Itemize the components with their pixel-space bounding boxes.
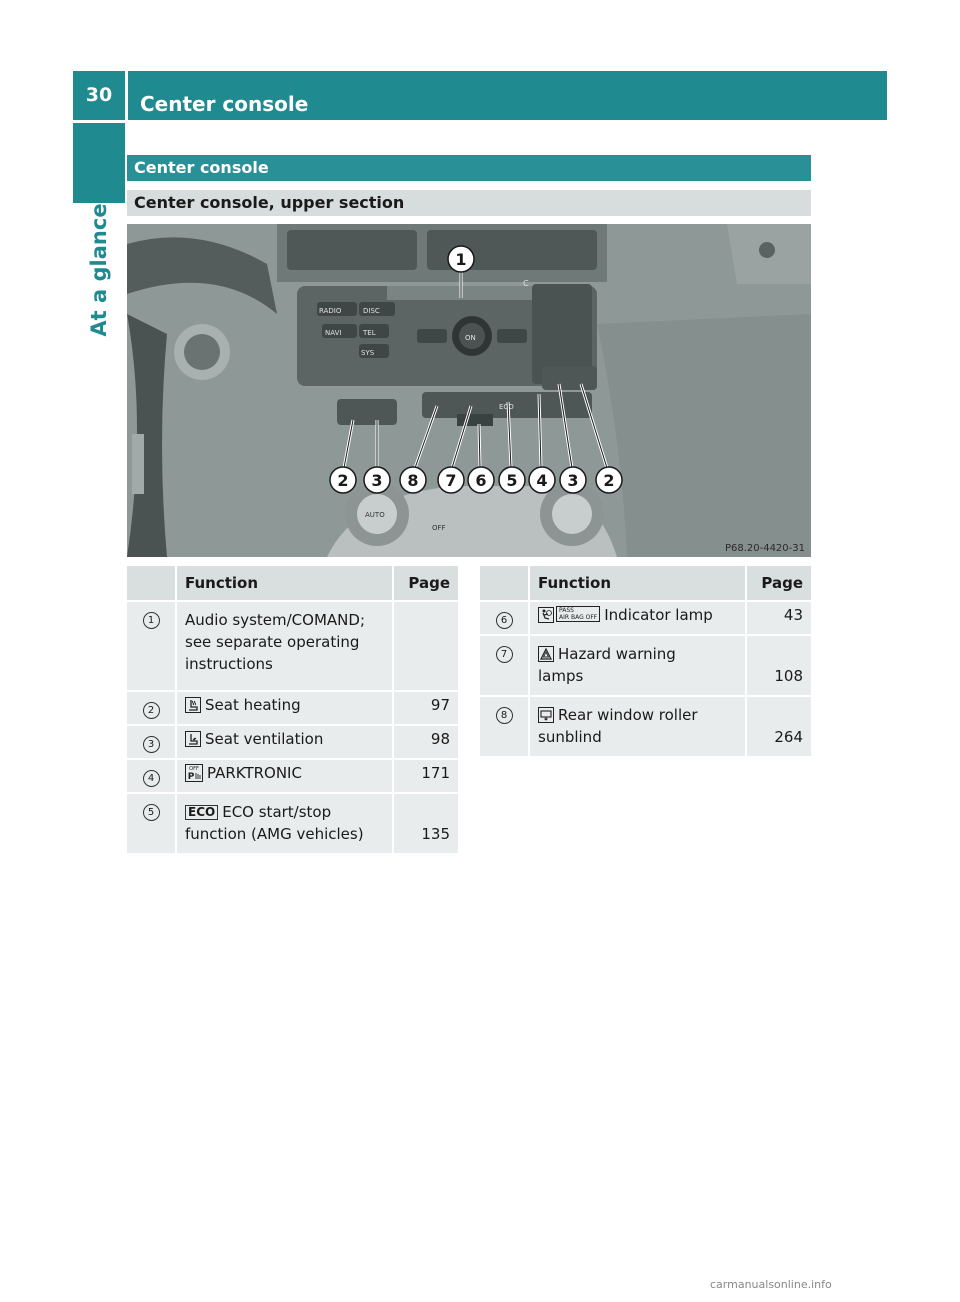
function-text: PARKTRONIC: [207, 764, 302, 782]
section-subtitle: Center console, upper section: [127, 190, 811, 216]
page-number: 30: [85, 84, 113, 106]
function-text: lamps: [538, 667, 584, 685]
table-row: [127, 602, 458, 692]
seat-heating-icon: [185, 697, 201, 713]
table-row: [480, 602, 811, 636]
airbag-icon: [538, 607, 554, 623]
row-number: 5: [143, 804, 160, 821]
svg-text:5: 5: [506, 471, 518, 490]
header-divider: [125, 71, 128, 120]
seat-ventilation-icon: [185, 731, 201, 747]
function-text: instructions: [185, 655, 273, 673]
svg-text:2: 2: [603, 471, 615, 490]
svg-text:8: 8: [407, 471, 419, 490]
callout-6: [468, 467, 494, 493]
hazard-icon: [538, 646, 554, 662]
svg-text:OFF: OFF: [189, 766, 199, 772]
pass-airbag-off-icon: PASS AIR BAG OFF: [556, 606, 600, 622]
function-header: Function: [530, 566, 747, 602]
callout-2-left: [330, 467, 356, 493]
function-text: see separate operating: [185, 633, 360, 651]
function-text: Hazard warning: [558, 645, 676, 663]
callout-1: [448, 246, 474, 272]
eco-button-label: ECO: [499, 403, 514, 411]
eco-icon: ECO: [185, 805, 218, 820]
off-button-label: OFF: [432, 524, 446, 532]
sys-button-label: SYS: [361, 349, 375, 357]
svg-text:3: 3: [567, 471, 579, 490]
page-ref: [394, 602, 458, 692]
chapter-title: Center console: [140, 92, 309, 116]
function-header: Function: [177, 566, 394, 602]
section-title: Center console: [127, 155, 811, 181]
row-number: 3: [143, 736, 160, 753]
svg-text:4: 4: [536, 471, 548, 490]
function-text: ECO start/stop: [222, 803, 332, 821]
function-text: function (AMG vehicles): [185, 825, 364, 843]
svg-text:7: 7: [445, 471, 457, 490]
page-ref: 108: [747, 636, 811, 697]
on-button-label: ON: [465, 334, 476, 342]
auto-button-label: AUTO: [365, 511, 385, 519]
disc-button-label: DISC: [363, 307, 380, 315]
page-ref: 97: [394, 692, 458, 726]
center-console-photo: [127, 224, 811, 557]
callout-2-right: [596, 467, 622, 493]
watermark: carmanualsonline.info: [710, 1278, 832, 1291]
side-tab-label: At a glance: [87, 203, 111, 337]
row-number: 6: [496, 612, 513, 629]
svg-text:P: P: [187, 772, 195, 782]
num-header: [127, 566, 177, 602]
callout-3-right: [560, 467, 586, 493]
page-header: Page: [394, 566, 458, 602]
table-row: [127, 726, 458, 760]
num-header: [480, 566, 530, 602]
table-row: [127, 794, 458, 855]
c-button-label: C: [523, 279, 529, 288]
parktronic-icon: [185, 764, 203, 782]
callout-8: [400, 467, 426, 493]
function-text: Rear window roller: [558, 706, 698, 724]
svg-text:1: 1: [455, 250, 467, 269]
table-row: [127, 692, 458, 726]
function-text: Audio system/COMAND;: [185, 611, 365, 629]
function-text: Indicator lamp: [604, 606, 713, 624]
function-table-right: [480, 566, 811, 758]
page-ref: 98: [394, 726, 458, 760]
photo-code: P68.20-4420-31: [724, 543, 805, 554]
page-ref: 264: [747, 697, 811, 758]
function-text: Seat heating: [205, 696, 301, 714]
navi-button-label: NAVI: [325, 329, 342, 337]
row-number: 8: [496, 707, 513, 724]
svg-text:2: 2: [337, 471, 349, 490]
page-ref: 171: [394, 760, 458, 794]
sunblind-icon: [538, 707, 554, 723]
row-number: 2: [143, 702, 160, 719]
callout-3-left: [364, 467, 390, 493]
page-ref: 135: [394, 794, 458, 855]
svg-text:3: 3: [371, 471, 383, 490]
table-row: [127, 760, 458, 794]
callout-4: [529, 467, 555, 493]
table-row: [480, 636, 811, 697]
page-ref: 43: [747, 602, 811, 636]
side-tab-block: [73, 123, 125, 203]
function-table-left: [127, 566, 458, 855]
svg-text:6: 6: [475, 471, 487, 490]
callout-7: [438, 467, 464, 493]
callout-5: [499, 467, 525, 493]
page-header: Page: [747, 566, 811, 602]
radio-button-label: RADIO: [319, 307, 342, 315]
tel-button-label: TEL: [363, 329, 376, 337]
row-number: 1: [143, 612, 160, 629]
table-row: [480, 697, 811, 758]
row-number: 4: [143, 770, 160, 787]
row-number: 7: [496, 646, 513, 663]
function-text: sunblind: [538, 728, 602, 746]
function-text: Seat ventilation: [205, 730, 324, 748]
